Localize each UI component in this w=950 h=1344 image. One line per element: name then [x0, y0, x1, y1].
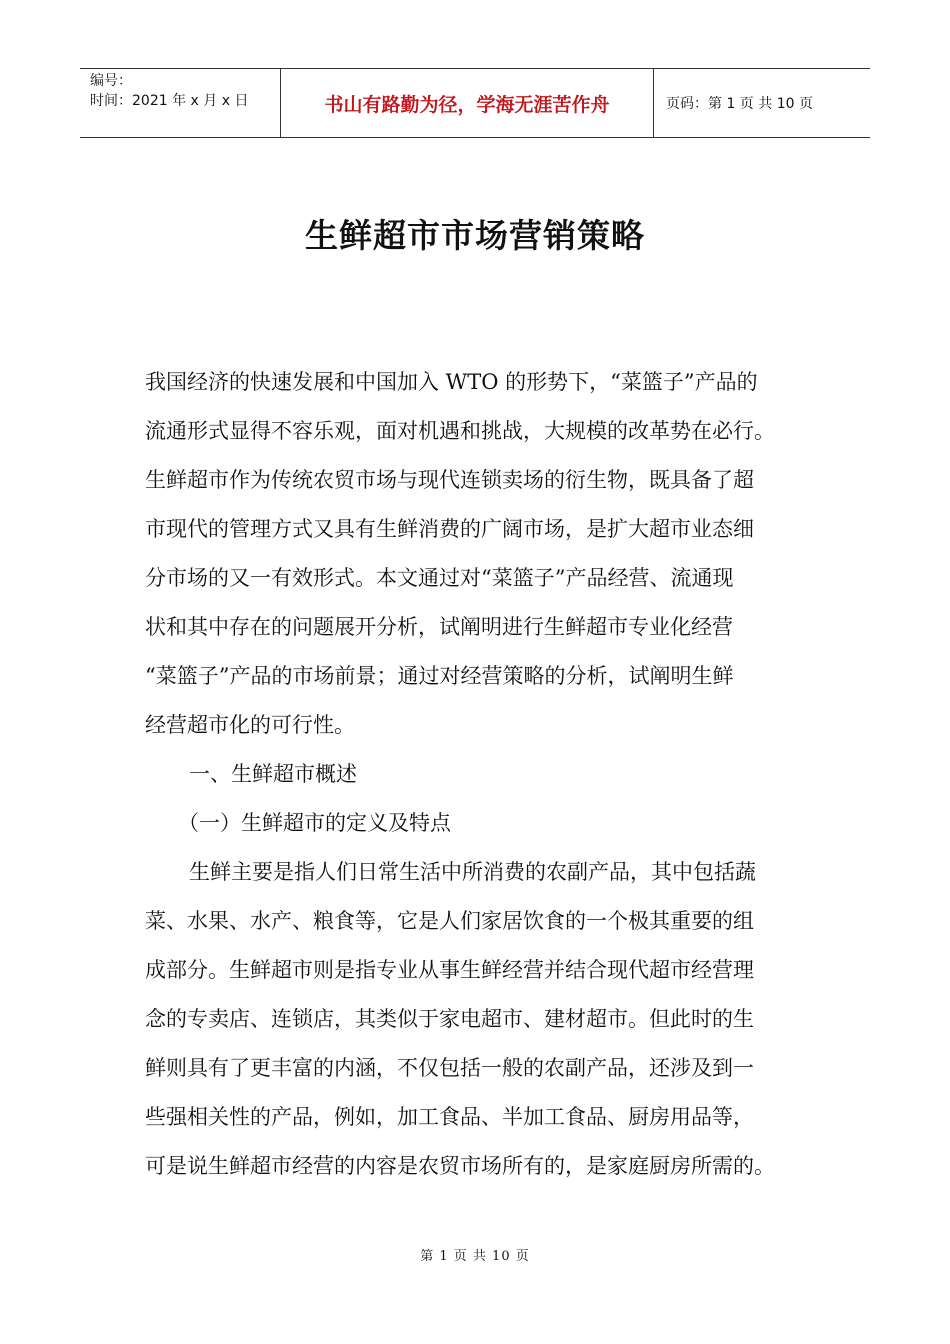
document-body	[145, 358, 810, 1191]
header-table	[80, 68, 870, 138]
motto: 书山有路勤为径，学海无涯苦作舟	[280, 69, 654, 137]
intro-line: 市现代的管理方式又具有生鲜消费的广阔市场，是扩大超市业态细	[145, 517, 754, 541]
intro-line: 我国经济的快速发展和中国加入 WTO 的形势下，“菜篮子”产品的	[145, 370, 758, 394]
paragraph-line: 成部分。生鲜超市则是指专业从事生鲜经营并结合现代超市经营理	[145, 958, 754, 982]
intro-line: 流通形式显得不容乐观，面对机遇和挑战，大规模的改革势在必行。	[145, 419, 775, 443]
section-heading: 一、生鲜超市概述	[189, 762, 357, 786]
number-label: 编号：	[90, 73, 132, 89]
page-footer: 第 1 页 共 10 页	[420, 1249, 530, 1264]
intro-line: 经营超市化的可行性。	[145, 713, 355, 737]
paragraph-line: 些强相关性的产品，例如，加工食品、半加工食品、厨房用品等，	[145, 1105, 754, 1129]
header-left-cell	[80, 69, 280, 137]
time-label: 时间：2021 年 x 月 x 日	[90, 93, 249, 109]
intro-line: 生鲜超市作为传统农贸市场与现代连锁卖场的衍生物，既具备了超	[145, 468, 754, 492]
page-info: 页码：第 1 页 共 10 页	[666, 96, 813, 112]
paragraph-line: 念的专卖店、连锁店，其类似于家电超市、建材超市。但此时的生	[145, 1007, 754, 1031]
intro-line: 分市场的又一有效形式。本文通过对“菜篮子”产品经营、流通现	[145, 566, 734, 590]
paragraph-line: 鲜则具有了更丰富的内涵，不仅包括一般的农副产品，还涉及到一	[145, 1056, 754, 1080]
intro-line: “菜篮子”产品的市场前景；通过对经营策略的分析，试阐明生鲜	[145, 664, 734, 688]
document-title: 生鲜超市市场营销策略	[305, 216, 645, 255]
paragraph-line: 生鲜主要是指人们日常生活中所消费的农副产品，其中包括蔬	[189, 860, 756, 884]
intro-line: 状和其中存在的问题展开分析，试阐明进行生鲜超市专业化经营	[145, 615, 733, 639]
paragraph-line: 菜、水果、水产、粮食等，它是人们家居饮食的一个极其重要的组	[145, 909, 754, 933]
subsection-heading: （一）生鲜超市的定义及特点	[178, 811, 451, 835]
paragraph-line: 可是说生鲜超市经营的内容是农贸市场所有的，是家庭厨房所需的。	[145, 1154, 775, 1178]
